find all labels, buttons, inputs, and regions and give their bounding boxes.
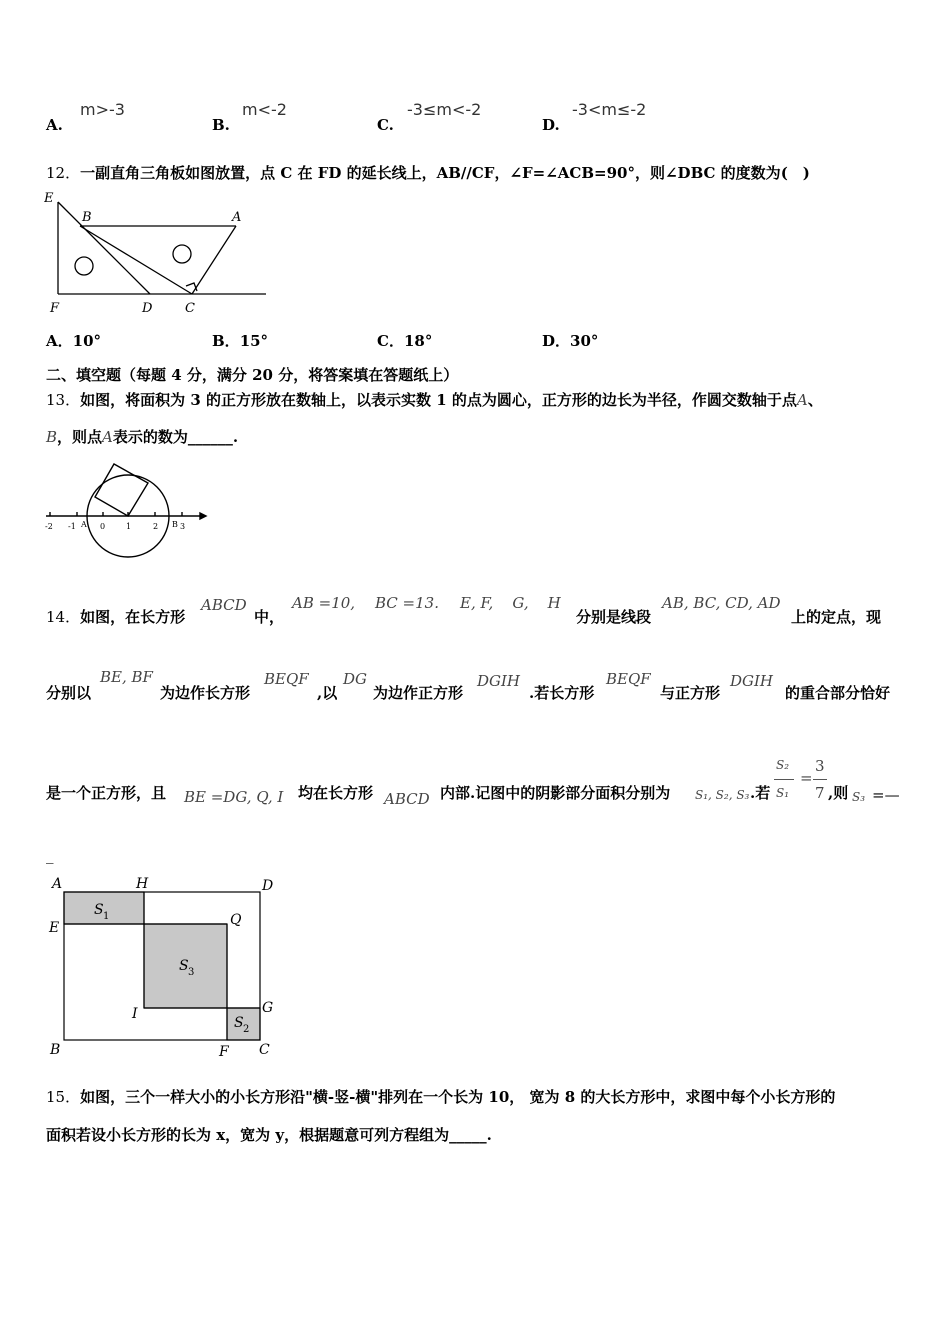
q14-abcd2: ABCD [384, 790, 430, 808]
q13-tick-b: B [172, 520, 178, 529]
q12-option-d [542, 330, 598, 351]
q11-option-b-expr: m<-2 [242, 100, 287, 119]
q13-point-b: B [46, 428, 58, 446]
q14-text-2g: 的重合部分恰好 [785, 684, 891, 702]
q14-text-3a: 是一个正方形，且 [46, 784, 167, 802]
q13-point-a: A [796, 391, 808, 409]
q14-text-1c: 分别是线段 [576, 608, 652, 626]
q14-fig-d: D [262, 878, 274, 894]
q14-s3: S₃ [852, 790, 866, 804]
q14-fig-h: H [136, 876, 149, 892]
q14-text-1b: 中， [254, 608, 285, 626]
q14-efgh: E, F, G, H [460, 594, 561, 612]
q13-text-2-end: 表示的数为______. [112, 428, 239, 446]
q14-dgih: DGIH [477, 672, 521, 690]
q14-frac2-bar [813, 779, 827, 780]
q12-option-a [46, 330, 101, 351]
q14-number: 14． [46, 608, 81, 626]
q14-fig-a: A [52, 876, 63, 892]
q15-line2: 面积若设小长方形的长为 x，宽为 y，根据题意可列方程组为_____. [46, 1126, 492, 1144]
q13-text-1: 如图，将面积为 3 的正方形放在数轴上，以表示实数 1 的点为圆心，正方形的边长为半径，作圆交数轴于点 [80, 391, 797, 409]
q14-beqf2: BEQF [606, 670, 651, 688]
q14-fig-i: I [132, 1006, 138, 1022]
q14-frac2-num: 3 [815, 757, 825, 775]
q11-option-c-label: C. [377, 116, 394, 134]
q14-text-2b: 为边作长方形 [160, 684, 251, 702]
q12-stem [46, 162, 810, 183]
q12-option-a-value: 10° [72, 332, 102, 350]
q13-tick-3: 3 [180, 522, 186, 531]
q11-option-d-label: D. [542, 116, 560, 134]
q14-fig-f: F [219, 1044, 229, 1060]
q14-text-2f: 与正方形 [660, 684, 721, 702]
q14-text-1a: 如图，在长方形 [80, 608, 186, 626]
q14-text-3d: .若 [750, 784, 771, 802]
q13-sep: 、 [807, 391, 823, 409]
q14-text-3f: =— [872, 786, 900, 804]
q11-option-d-expr: -3<m≤-2 [572, 100, 647, 119]
q14-beqf: BEQF [264, 670, 309, 688]
q12-number: 12． [46, 164, 81, 182]
q12-option-b [212, 330, 268, 351]
q14-cond: BE =DG, Q, I [184, 788, 284, 806]
q13-text-2: ，则点 [57, 428, 103, 446]
q14-fig-c: C [259, 1042, 270, 1058]
q14-frac-bar [774, 779, 794, 780]
q14-text-3e: ,则 [828, 784, 849, 802]
q13-line1 [46, 389, 823, 410]
q12-label-f: F [50, 301, 60, 316]
q14-fig-b: B [50, 1042, 61, 1058]
q14-text-3b: 均在长方形 [298, 784, 374, 802]
q11-option-c-expr: -3≤m<-2 [407, 100, 482, 119]
q12-option-c-label: C． [377, 332, 404, 350]
q14-text-4: _ [46, 846, 54, 864]
q11-option-a-label: A. [46, 116, 63, 134]
q12-label-e: E [44, 191, 54, 206]
q14-fig-q: Q [230, 912, 242, 928]
q14-frac-num: S₂ [776, 758, 790, 772]
q14-text-3c: 内部.记图中的阴影部分面积分别为 [440, 784, 671, 802]
q14-text-2e: .若长方形 [529, 684, 595, 702]
q14-be-bf: BE, BF [100, 668, 153, 686]
q14-ab-eq: AB =10, [292, 594, 356, 612]
q14-eq: = [800, 769, 813, 787]
q11-option-b-label: B. [212, 116, 230, 134]
q12-option-a-label: A． [46, 332, 73, 350]
q12-label-d: D [142, 301, 153, 316]
q14-fig-s1: S [94, 902, 104, 918]
q12-label-a: A [232, 210, 242, 225]
q13-tick-neg2: -2 [45, 522, 53, 531]
q14-fig-s3-sub: 3 [188, 967, 195, 978]
q13-tick-0: 0 [100, 522, 106, 531]
q12-option-c-value: 18° [403, 332, 433, 350]
q12-option-d-value: 30° [570, 332, 599, 350]
q13-tick-a: A [81, 520, 87, 529]
q11-option-a-expr: m>-3 [80, 100, 125, 119]
q14-line1 [46, 606, 185, 627]
q14-fig-s2-sub: 2 [243, 1024, 250, 1035]
q12-label-b: B [82, 210, 92, 225]
q14-text-2a: 分别以 [46, 684, 92, 702]
q14-text-2c: ,以 [317, 684, 338, 702]
section-title: 二、填空题（每题 4 分，满分 20 分，将答案填在答题纸上） [46, 366, 459, 384]
q12-option-b-value: 15° [239, 332, 269, 350]
q13-figure [40, 452, 210, 564]
q14-fig-e: E [49, 920, 60, 936]
q13-number: 13． [46, 391, 81, 409]
q13-tick-neg1: -1 [68, 522, 76, 531]
q12-option-d-label: D． [542, 332, 571, 350]
q12-text: 一副直角三角板如图放置，点 C 在 FD 的延长线上，AB//CF，∠F=∠ACB=90°，则∠DBC 的度数为( ) [80, 164, 810, 182]
q14-text-1d: 上的定点，现 [791, 608, 882, 626]
q12-label-c: C [185, 301, 195, 316]
q14-segs: AB, BC, CD, AD [662, 594, 781, 612]
q13-line2 [46, 426, 238, 447]
q12-figure [44, 188, 270, 318]
q14-bc-eq: BC =13. [375, 594, 439, 612]
q15-line1 [46, 1086, 835, 1107]
q14-fig-s2: S [234, 1015, 244, 1031]
q14-s123: S₁, S₂, S₃ [695, 788, 750, 802]
q12-option-b-label: B． [212, 332, 240, 350]
q13-tick-2: 2 [153, 522, 159, 531]
q14-text-2d: 为边作正方形 [373, 684, 464, 702]
q14-frac-den: S₁ [776, 786, 790, 800]
q14-dgih2: DGIH [730, 672, 774, 690]
q14-fig-s1-sub: 1 [103, 911, 110, 922]
q14-frac2-den: 7 [815, 784, 825, 802]
q14-abcd: ABCD [201, 596, 247, 614]
q13-point-a2: A [102, 428, 113, 446]
q14-fig-s3: S [179, 958, 189, 974]
q14-figure [44, 872, 284, 1062]
q15-text-1: 如图，三个一样大小的小长方形沿"横-竖-横"排列在一个长为 10， 宽为 8 的大长方形中，求图中每个小长方形的 [80, 1088, 836, 1106]
q14-dg: DG [343, 670, 368, 688]
q13-tick-1: 1 [126, 522, 132, 531]
q12-option-c [377, 330, 432, 351]
q14-fig-g: G [262, 1000, 274, 1016]
q15-number: 15． [46, 1088, 81, 1106]
